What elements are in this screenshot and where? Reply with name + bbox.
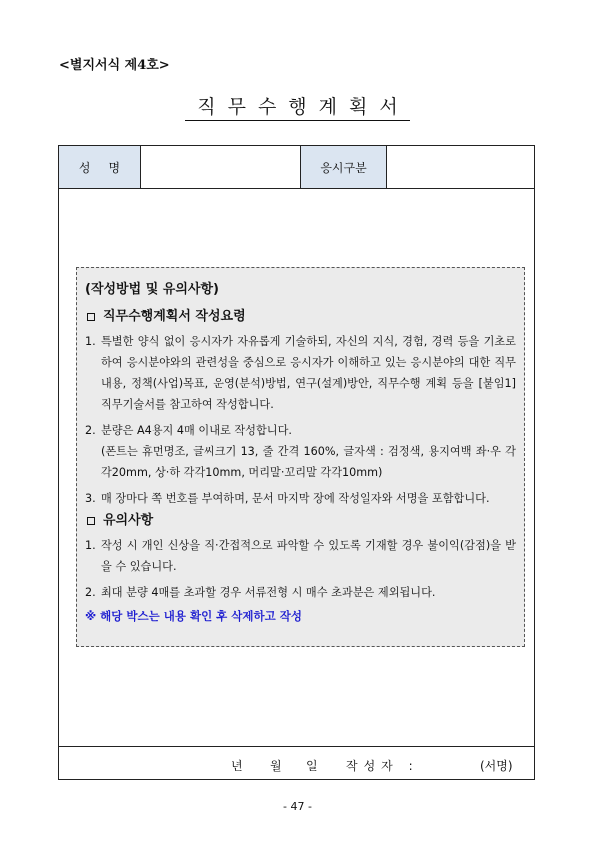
- item-number: 2.: [85, 586, 96, 599]
- instructions-box: [76, 267, 525, 647]
- document-title: 직무수행계획서: [185, 92, 409, 121]
- item-number: 2.: [85, 424, 96, 437]
- section-writing-guide: [85, 306, 516, 328]
- list-item: [85, 331, 516, 415]
- item-number: 1.: [85, 539, 96, 552]
- font-spec-note: (폰트는 휴먼명조, 글씨크기 13, 줄 간격 160%, 글자색 : 검정색, 용지여백 좌·우 각각20mm, 상·하 각각10mm, 머리말·꼬리말 각각10mm): [101, 445, 516, 479]
- header-row: [59, 146, 534, 189]
- form-number-label: <별지서식 제4호>: [59, 58, 170, 73]
- list-item: [85, 488, 516, 509]
- day-label: 일: [306, 759, 318, 773]
- item-text: 최대 분량 4매를 초과할 경우 서류전형 시 매수 초과분은 제외됩니다.: [101, 586, 436, 599]
- item-number: 3.: [85, 492, 96, 505]
- item-text: 매 장마다 쪽 번호를 부여하며, 문서 마지막 장에 작성일자와 서명을 포함합니다.: [101, 492, 490, 505]
- name-label: 성명: [59, 146, 141, 188]
- list-item: [85, 420, 516, 441]
- instructions-heading: (작성방법 및 유의사항): [85, 282, 219, 297]
- form-table: [58, 145, 535, 780]
- item-text: 특별한 양식 없이 응시자가 자유롭게 기술하되, 자신의 지식, 경험, 경력 등을 기초로 하여 응시분야와의 관련성을 중심으로 응시자가 이해하고 있는 응시분야의 대한 직무내용, 정책(사업)목표, 운영(분석)방법, 연구(설계)방안, 직무수행 계획 등을 [붙임1] 직무기술서를 참고하여 작성합니다.: [101, 335, 516, 411]
- item-text: 작성 시 개인 신상을 직·간접적으로 파악할 수 있도록 기재할 경우 불이익(감점)을 받을 수 있습니다.: [101, 539, 516, 573]
- checkbox-bullet-icon: [87, 313, 95, 321]
- section-precautions: [85, 510, 516, 532]
- checkbox-bullet-icon: [87, 517, 95, 525]
- item-text: 분량은 A4용지 4매 이내로 작성합니다.: [101, 424, 292, 437]
- year-label: 년: [231, 759, 243, 773]
- list-item: [85, 535, 516, 577]
- application-field-value[interactable]: [387, 146, 534, 188]
- item-number: 1.: [85, 335, 96, 348]
- month-label: 월: [270, 759, 282, 773]
- author-label: 작성자 :: [346, 759, 419, 773]
- page-number: - 47 -: [283, 800, 312, 813]
- signature-row: [59, 746, 534, 782]
- section-precautions-title: 유의사항: [103, 513, 154, 528]
- document-title-wrap: [0, 92, 595, 121]
- application-field-label: 응시구분: [301, 146, 387, 188]
- name-field[interactable]: [141, 146, 301, 188]
- section-writing-guide-title: 직무수행계획서 작성요령: [103, 309, 246, 324]
- signature-label[interactable]: (서명): [480, 759, 513, 773]
- list-item: [85, 582, 516, 603]
- delete-box-note: ※ 해당 박스는 내용 확인 후 삭제하고 작성: [85, 609, 302, 623]
